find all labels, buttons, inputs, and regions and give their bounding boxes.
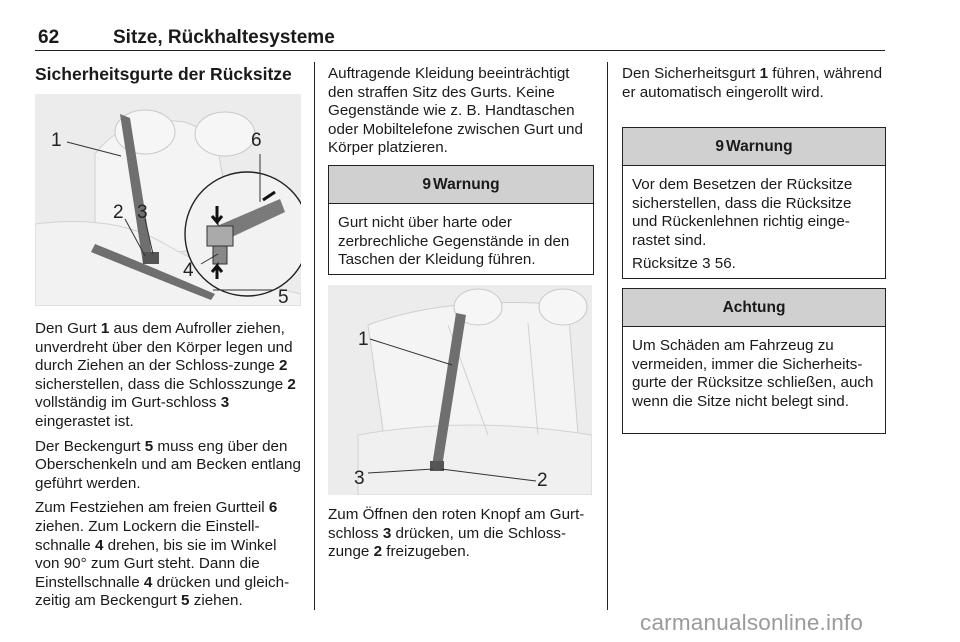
callout-reference: 1 [100,320,110,337]
text-run: Den Sicherheitsgurt [622,65,760,82]
callout-reference: 2 [279,357,288,375]
warning-body: Gurt nicht über harte oder zerbrechliche Gegenstände in den Taschen der Kleidung führen. [338,214,570,269]
figure-rear-bench-belt [328,285,592,495]
text-run: Der Beckengurt [35,437,145,455]
reference-label: Rücksitze [632,255,698,273]
column-divider-2 [607,62,608,610]
text-run: vollständig im Gurt-schloss [35,394,221,412]
text-run: Zum Festziehen am freien Gurtteil [35,499,269,517]
text-run: muss eng über den Oberschenkeln und am Becken entlang geführt werden. [35,437,301,492]
warning-box-clothing [328,165,594,275]
column-divider-1 [314,62,315,610]
callout-reference: 5 [181,592,190,610]
callout-1: 1 [358,329,369,350]
warning-body [623,166,885,285]
callout-reference: 5 [144,437,154,455]
callout-4: 4 [183,260,194,281]
callout-3: 3 [354,468,365,489]
column-2 [328,65,594,164]
caution-box [622,288,886,434]
warning-header [623,128,885,166]
callout-2: 2 [537,470,548,491]
cross-reference [632,255,876,274]
warning-heading: Warnung [433,176,500,193]
page-number: 62 [38,27,60,48]
text-run: ziehen. [189,592,243,610]
warning-icon: 9 [422,176,432,193]
page-header [35,26,885,51]
warning-icon: 9 [715,138,725,155]
paragraph-clothing: Auftragende Kleidung beeinträchtigt den straffen Sitz des Gurts. Keine Gegenstände wie z. B. Handtaschen oder Mobiltelefone zwischen Gurt und Körper platzieren. [328,65,583,157]
paragraph-tighten-belt [35,499,301,611]
paragraph-pull-belt [35,320,301,432]
column-1 [35,320,301,617]
warning-header [329,166,593,204]
text-run: drücken und gleich-zeitig am Beckengurt [35,573,290,610]
callout-6: 6 [251,130,262,151]
callout-reference: 4 [143,573,153,591]
figure-rear-seat-belt-buckle [35,94,301,306]
section-title: Sicherheitsgurte der Rücksitze [35,64,292,84]
caution-header: Achtung [623,289,885,327]
reference-arrow-icon: 3 [702,255,711,273]
text-run: freizugeben. [382,543,470,561]
paragraph-lap-belt [35,438,301,494]
callout-1: 1 [51,130,62,151]
text-run: ziehen. Zum Lockern die Einstell-schnalle [35,517,260,554]
text-run: Zum Öffnen den roten Knopf am Gurt-schloss [328,506,585,542]
text-run: führen, während er automatisch eingerollt wird. [622,65,883,101]
text-run: drehen, bis sie im Winkel von 90° zum Gurt steht. Dann die Einstellschnalle [35,536,277,591]
caption-text [328,506,594,562]
text-run: drücken, um die Schloss-zunge [328,524,567,561]
warning-heading: Warnung [726,138,793,155]
callout-reference: 1 [759,65,769,82]
text-run: sicherstellen, dass die Schlosszunge [35,375,288,393]
callout-5: 5 [278,287,289,306]
page-title: Sitze, Rückhaltesysteme [113,27,335,48]
reference-page: 56. [710,255,736,273]
rear-seat-illustration [35,94,301,306]
column-3 [622,65,888,108]
callout-3: 3 [137,202,148,223]
rear-bench-illustration [328,285,592,495]
warning-box-seats [622,127,886,279]
text-run: Den Gurt [35,320,101,337]
callout-reference: 3 [382,524,392,542]
callout-2: 2 [113,202,124,223]
paragraph-retract [622,65,888,102]
warning-text: Vor dem Besetzen der Rücksitze sicherstellen, dass die Rücksitze und Rückenlehnen richtig einge-rastet sind. [632,176,853,249]
watermark: carmanualsonline.info [640,610,864,635]
callout-reference: 2 [373,543,383,561]
callout-reference: 3 [220,394,230,412]
text-run: eingerastet ist. [35,412,134,430]
callout-reference: 6 [268,499,278,517]
caption-figure-2 [328,506,594,568]
caution-body: Um Schäden am Fahrzeug zu vermeiden, immer die Sicherheits-gurte der Rücksitze schließen, auch wenn die Sitze nicht belegt sind. [632,337,874,410]
callout-reference: 4 [94,536,104,554]
callout-reference: 2 [287,375,296,393]
text-run: aus dem Aufroller ziehen, unverdreht über den Körper legen und durch Ziehen an der Schloss-zunge [35,320,293,375]
